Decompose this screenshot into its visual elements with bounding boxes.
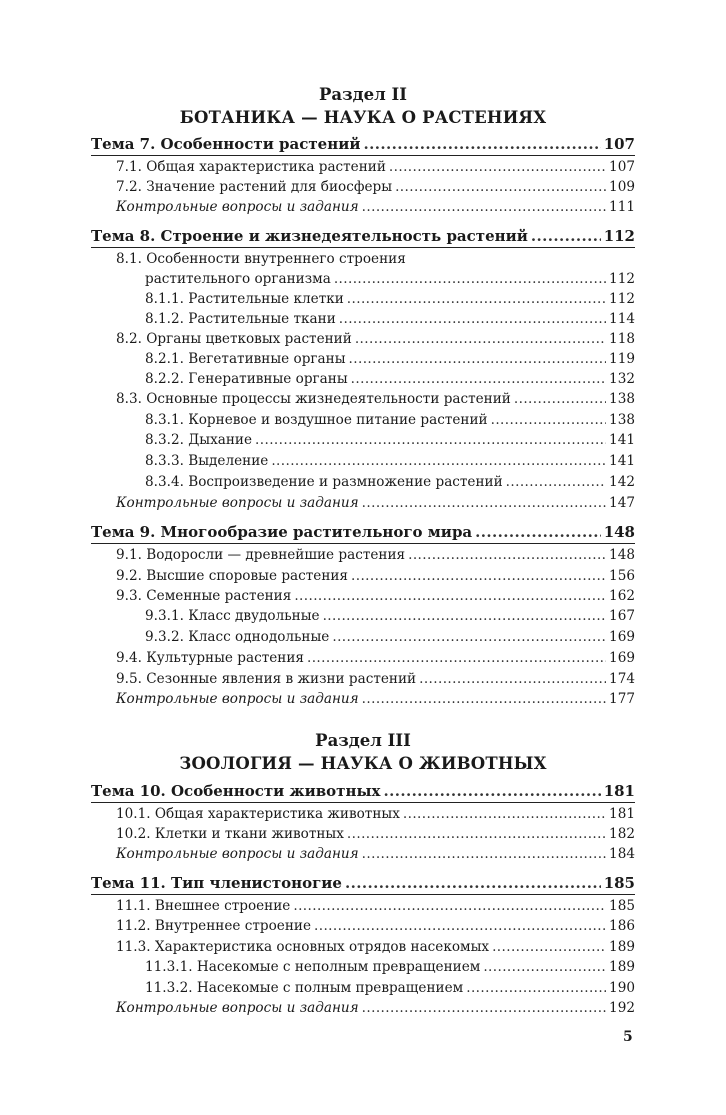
toc-page-ref: 138 <box>609 391 635 407</box>
dot-leader <box>483 957 606 977</box>
toc-entry[interactable] <box>145 978 635 998</box>
dot-leader <box>395 177 606 197</box>
toc-entry-title: Контрольные вопросы и задания <box>116 199 359 215</box>
toc-entry-title: 9.2. Высшие споровые растения <box>116 568 349 584</box>
toc-page-ref: 147 <box>609 495 635 511</box>
toc-page-ref: 192 <box>609 1000 635 1016</box>
toc-page-ref: 189 <box>609 939 635 955</box>
toc-theme-title: Тема 8. Строение и жизнедеятельность растений <box>91 227 528 245</box>
dot-leader <box>271 451 606 471</box>
dot-leader <box>514 389 606 409</box>
dot-leader <box>314 916 606 936</box>
toc-entry-title: 9.4. Культурные растения <box>116 650 304 666</box>
toc-page-ref: 112 <box>609 271 635 287</box>
toc-page-ref: 182 <box>609 826 635 842</box>
toc-page-ref: 174 <box>609 671 635 687</box>
toc-page-ref: 169 <box>609 629 635 645</box>
toc-entry-title: 8.1.1. Растительные клетки <box>145 291 344 307</box>
toc-entry[interactable] <box>145 349 635 369</box>
toc-entry[interactable] <box>145 289 635 309</box>
divider-rule <box>91 894 635 895</box>
toc-entry-title: 8.3.1. Корневое и воздушное питание растений <box>145 412 488 428</box>
divider-rule <box>91 247 635 248</box>
section-label: Раздел III <box>315 731 411 750</box>
toc-page-ref: 185 <box>603 874 635 892</box>
toc-entry-title: 11.3.1. Насекомые с неполным превращением <box>145 959 481 975</box>
dot-leader <box>351 369 606 389</box>
toc-page-ref: 111 <box>609 199 635 215</box>
dot-leader <box>293 896 606 916</box>
toc-entry[interactable] <box>116 545 635 565</box>
section-header <box>91 84 635 130</box>
toc-page-ref: 148 <box>609 547 635 563</box>
toc-entry-title: 7.2. Значение растений для биосферы <box>116 179 393 195</box>
toc-entry[interactable] <box>145 472 635 492</box>
toc-page-ref: 169 <box>609 650 635 666</box>
toc-entry-title: 11.1. Внешнее строение <box>116 898 291 914</box>
toc-entry[interactable] <box>116 669 635 689</box>
toc-entry-title: 10.1. Общая характеристика животных <box>116 806 400 822</box>
dot-leader <box>506 472 606 492</box>
toc-entry[interactable] <box>116 937 635 957</box>
toc-theme-title: Тема 7. Особенности растений <box>91 135 361 153</box>
dot-leader <box>351 566 606 586</box>
dot-leader <box>362 844 606 864</box>
toc-entry[interactable] <box>116 566 635 586</box>
toc-entry-title: 9.3.1. Класс двудольные <box>145 608 320 624</box>
page-number: 5 <box>623 1029 633 1045</box>
toc-page-ref: 138 <box>609 412 635 428</box>
toc-page-ref: 132 <box>609 371 635 387</box>
toc-entry-title: 11.3.2. Насекомые с полным превращением <box>145 980 464 996</box>
dot-leader <box>339 309 606 329</box>
toc-page-ref: 142 <box>609 474 635 490</box>
toc-theme-title: Тема 11. Тип членистоногие <box>91 874 342 892</box>
toc-page-ref: 141 <box>609 453 635 469</box>
dot-leader <box>389 157 606 177</box>
toc-page-ref: 186 <box>609 918 635 934</box>
toc-theme-title: Тема 9. Многообразие растительного мира <box>91 523 473 541</box>
toc-entry[interactable] <box>116 648 635 668</box>
toc-entry-title: 11.2. Внутреннее строение <box>116 918 311 934</box>
toc-entry[interactable] <box>116 389 635 409</box>
toc-entry-questions[interactable] <box>116 197 635 217</box>
toc-entry-title: растительного организма <box>145 271 331 287</box>
dot-leader <box>491 410 606 430</box>
toc-page-ref: 184 <box>609 846 635 862</box>
divider-rule <box>91 802 635 803</box>
dot-leader <box>362 998 606 1018</box>
toc-page-ref: 181 <box>609 806 635 822</box>
toc-page-ref: 107 <box>603 135 635 153</box>
toc-page-ref: 141 <box>609 432 635 448</box>
toc-entry[interactable] <box>116 804 635 824</box>
toc-entry-title: 9.5. Сезонные явления в жизни растений <box>116 671 417 687</box>
dot-leader <box>419 669 606 689</box>
dot-leader <box>334 269 606 289</box>
dot-leader <box>362 197 606 217</box>
toc-entry[interactable] <box>145 369 635 389</box>
toc-entry-title: 9.3.2. Класс однодольные <box>145 629 330 645</box>
toc-entry[interactable] <box>116 177 635 197</box>
toc-entry-title: 8.2.2. Генеративные органы <box>145 371 348 387</box>
toc-entry[interactable] <box>145 957 635 977</box>
toc-theme-entry[interactable] <box>91 522 635 542</box>
dot-leader <box>475 522 601 542</box>
toc-entry[interactable] <box>116 896 635 916</box>
dot-leader <box>492 937 606 957</box>
dot-leader <box>362 689 606 709</box>
toc-page-ref: 114 <box>609 311 635 327</box>
dot-leader <box>347 289 606 309</box>
toc-entry-title: 10.2. Клетки и ткани животных <box>116 826 344 842</box>
section-header <box>91 730 635 776</box>
toc-entry-title: 9.1. Водоросли — древнейшие растения <box>116 547 406 563</box>
toc-entry[interactable] <box>145 410 635 430</box>
toc-entry[interactable] <box>145 627 635 647</box>
toc-entry[interactable] <box>116 329 635 349</box>
section-title: БОТАНИКА — НАУКА О РАСТЕНИЯХ <box>179 108 547 127</box>
toc-page-ref: 181 <box>603 782 635 800</box>
toc-page-ref: 109 <box>609 179 635 195</box>
dot-leader <box>363 134 600 154</box>
toc-entry-title: Контрольные вопросы и задания <box>116 1000 359 1016</box>
toc-entry-title: 8.3.2. Дыхание <box>145 432 253 448</box>
toc-entry-questions[interactable] <box>116 998 635 1018</box>
toc-page-ref: 185 <box>609 898 635 914</box>
toc-page-ref: 162 <box>609 588 635 604</box>
toc-entry[interactable] <box>145 309 635 329</box>
dot-leader <box>294 586 606 606</box>
toc-entry[interactable] <box>145 606 635 626</box>
toc-entry-title: Контрольные вопросы и задания <box>116 691 359 707</box>
toc-entry-title: 8.3.4. Воспроизведение и размножение растений <box>145 474 503 490</box>
dot-leader <box>345 873 601 893</box>
toc-page-ref: 112 <box>603 227 635 245</box>
toc-theme-entry[interactable] <box>91 134 635 154</box>
toc-page-ref: 119 <box>609 351 635 367</box>
section-label: Раздел II <box>319 85 407 104</box>
toc-page-ref: 190 <box>609 980 635 996</box>
toc-page-ref: 148 <box>603 523 635 541</box>
toc-entry[interactable] <box>116 824 635 844</box>
toc-entry[interactable] <box>145 430 635 450</box>
dot-leader <box>307 648 606 668</box>
toc-entry-title: 8.2. Органы цветковых растений <box>116 331 352 347</box>
toc-page-ref: 156 <box>609 568 635 584</box>
toc-entry-first-line: 8.1. Особенности внутреннего строения <box>116 251 406 267</box>
toc-entry-title: 8.2.1. Вегетативные органы <box>145 351 346 367</box>
toc-entry[interactable] <box>116 586 635 606</box>
toc-page-ref: 177 <box>609 691 635 707</box>
toc-entry-title: Контрольные вопросы и задания <box>116 846 359 862</box>
toc-entry-questions[interactable] <box>116 844 635 864</box>
toc-entry-title: 11.3. Характеристика основных отрядов насекомых <box>116 939 490 955</box>
toc-theme-entry[interactable] <box>91 781 635 801</box>
section-title: ЗООЛОГИЯ — НАУКА О ЖИВОТНЫХ <box>179 754 547 773</box>
toc-page-ref: 167 <box>609 608 635 624</box>
dot-leader <box>408 545 606 565</box>
dot-leader <box>355 329 606 349</box>
toc-page-ref: 112 <box>609 291 635 307</box>
divider-rule <box>91 155 635 156</box>
dot-leader <box>349 349 607 369</box>
dot-leader <box>362 493 606 513</box>
toc-theme-entry[interactable] <box>91 873 635 893</box>
toc-entry-title: 8.3. Основные процессы жизнедеятельности растений <box>116 391 511 407</box>
dot-leader <box>466 978 606 998</box>
toc-entry-questions[interactable] <box>116 493 635 513</box>
toc-theme-entry[interactable] <box>91 226 635 246</box>
dot-leader <box>531 226 601 246</box>
dot-leader <box>332 627 606 647</box>
toc-page-ref: 189 <box>609 959 635 975</box>
divider-rule <box>91 543 635 544</box>
toc-entry[interactable] <box>116 157 635 177</box>
toc-page-ref: 107 <box>609 159 635 175</box>
dot-leader <box>347 824 606 844</box>
dot-leader <box>255 430 606 450</box>
dot-leader <box>383 781 600 801</box>
toc-theme-title: Тема 10. Особенности животных <box>91 782 381 800</box>
toc-entry-title: 7.1. Общая характеристика растений <box>116 159 386 175</box>
toc-entry[interactable] <box>116 916 635 936</box>
toc-entry-title: 9.3. Семенные растения <box>116 588 292 604</box>
dot-leader <box>323 606 606 626</box>
toc-entry-title: 8.1.2. Растительные ткани <box>145 311 336 327</box>
toc-entry[interactable] <box>145 269 635 289</box>
toc-page-ref: 118 <box>609 331 635 347</box>
dot-leader <box>403 804 606 824</box>
toc-entry-title: Контрольные вопросы и задания <box>116 495 359 511</box>
toc-entry[interactable] <box>145 451 635 471</box>
toc-entry-questions[interactable] <box>116 689 635 709</box>
toc-entry-title: 8.3.3. Выделение <box>145 453 269 469</box>
